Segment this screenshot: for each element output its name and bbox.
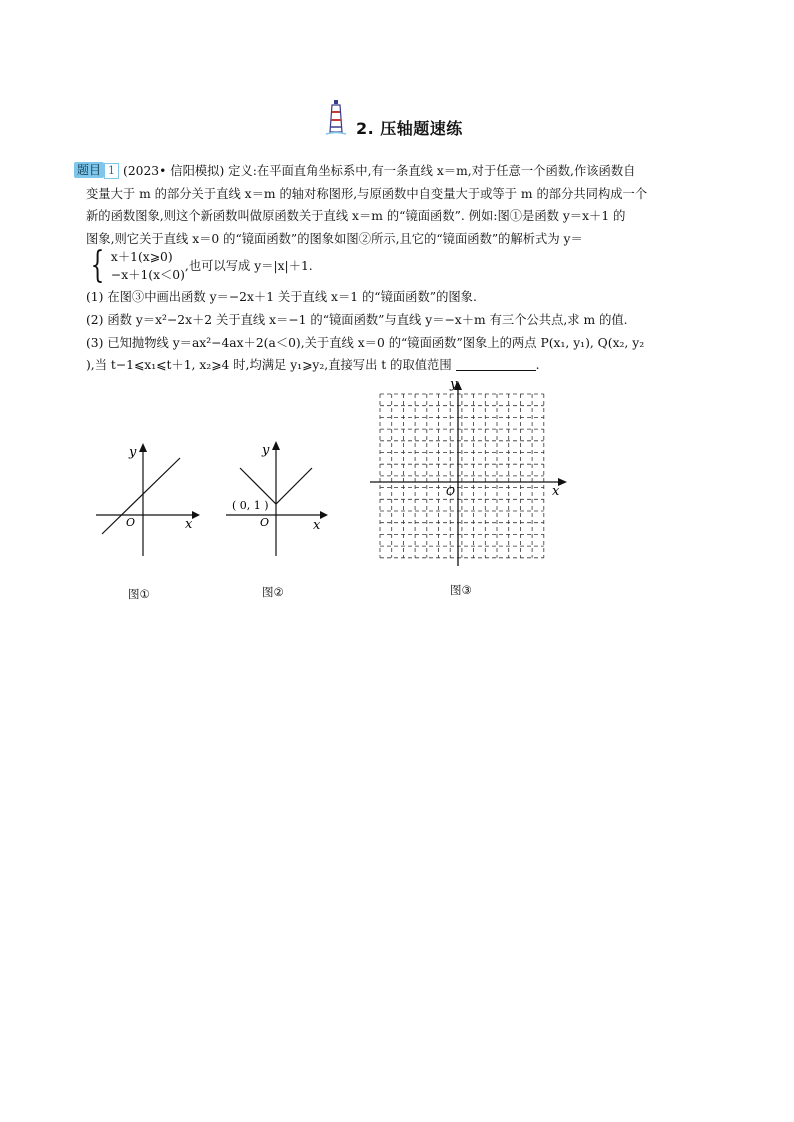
x-axis-arrow bbox=[192, 511, 200, 519]
y-axis-arrow bbox=[272, 441, 280, 450]
question-3-end: . bbox=[535, 358, 540, 373]
figure-3-caption: 图③ bbox=[450, 583, 472, 597]
y-axis-arrow bbox=[139, 443, 147, 452]
problem-text: (2023• 信阳模拟) 定义:在平面直角坐标系中,有一条直线 x＝m,对于任意一个函数,作该函数自 bbox=[123, 164, 636, 178]
y-axis-label: y bbox=[450, 377, 458, 392]
case-2: −x＋1(x＜0) bbox=[110, 268, 185, 283]
cases-block bbox=[111, 248, 185, 284]
x-axis-arrow bbox=[558, 478, 567, 486]
y-axis-label: y bbox=[129, 445, 137, 460]
case-1: x＋1(x⩾0) bbox=[110, 250, 173, 265]
dashed-grid bbox=[380, 394, 544, 558]
question-3-cont bbox=[74, 354, 734, 377]
question-3-text: ),当 t−1⩽x₁⩽t＋1, x₂⩾4 时,均满足 y₁⩾y₂,直接写出 t 的取值范围 bbox=[86, 358, 452, 373]
figure-3 bbox=[366, 376, 570, 570]
figure-2-caption: 图② bbox=[262, 585, 284, 599]
problem-line: 图象,则它关于直线 x＝0 的“镜面函数”的图象如图②所示,且它的“镜面函数”的解析式为 y＝ bbox=[86, 231, 583, 246]
answer-blank[interactable] bbox=[456, 356, 536, 371]
origin-label: O bbox=[126, 516, 136, 529]
question-1: (1) 在图③中画出函数 y＝−2x＋1 关于直线 x＝1 的“镜面函数”的图象. bbox=[86, 290, 477, 305]
section-header bbox=[0, 98, 794, 138]
problem-tag: 题目 bbox=[74, 162, 104, 178]
question-2: (2) 函数 y＝x²−2x＋2 关于直线 x＝−1 的“镜面函数”与直线 y＝−x＋m 有三个公共点,求 m 的值. bbox=[86, 312, 628, 327]
brace-symbol: { bbox=[90, 245, 105, 287]
function-line bbox=[102, 458, 180, 534]
cases-tail: ,也可以写成 y＝|x|＋1. bbox=[184, 259, 313, 274]
problem-line: 新的函数图象,则这个新函数叫做原函数关于直线 x＝m 的“镜面函数”. 例如:图①是函数 y＝x＋1 的 bbox=[86, 209, 626, 224]
problem-line bbox=[74, 160, 734, 183]
problem-number: 1 bbox=[104, 163, 119, 179]
section-title: 2. 压轴题速练 bbox=[356, 119, 463, 138]
origin-label: O bbox=[446, 485, 456, 498]
problem-line: 变量大于 m 的部分关于直线 x＝m 的轴对称图形,与原函数中自变量大于或等于 m 的部分共同构成一个 bbox=[86, 186, 648, 201]
x-axis-label: x bbox=[552, 484, 560, 499]
question-3: (3) 已知抛物线 y＝ax²−4ax＋2(a＜0),关于直线 x＝0 的“镜面函数”图象上的两点 P(x₁, y₁), Q(x₂, y₂ bbox=[86, 335, 645, 350]
figure-1 bbox=[88, 438, 200, 560]
point-label: ( 0, 1 ) bbox=[232, 499, 269, 512]
x-axis-arrow bbox=[320, 511, 328, 519]
y-axis-label: y bbox=[262, 443, 270, 458]
piecewise-formula bbox=[74, 245, 734, 287]
x-axis-label: x bbox=[185, 517, 193, 532]
figure-2 bbox=[224, 434, 332, 560]
origin-label: O bbox=[260, 516, 270, 529]
problem-body bbox=[74, 160, 734, 377]
figure-1-caption: 图① bbox=[128, 587, 150, 601]
lighthouse-icon bbox=[325, 98, 347, 138]
x-axis-label: x bbox=[313, 518, 321, 533]
